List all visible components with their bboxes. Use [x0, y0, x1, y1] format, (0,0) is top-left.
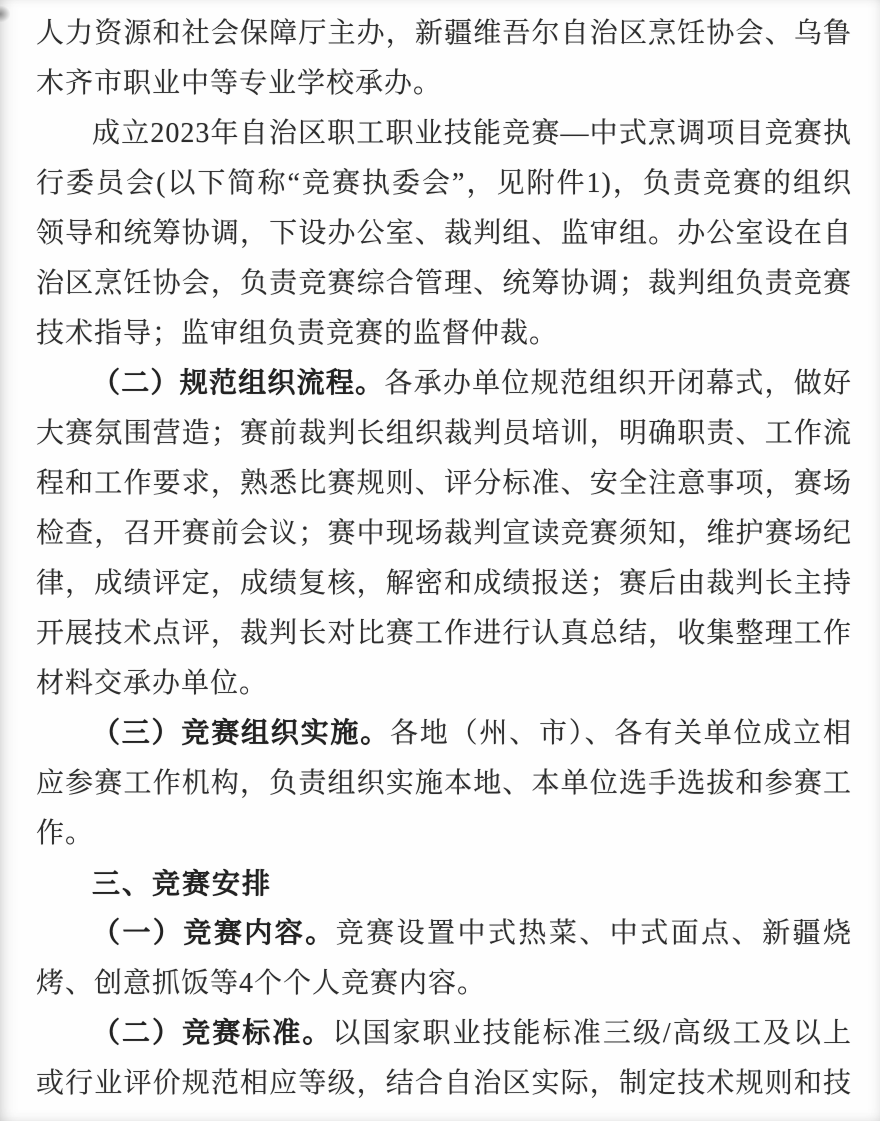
text-line: [36, 159, 852, 209]
emphasis-text: 三、竞赛安排: [92, 868, 273, 899]
body-text: 程和工作要求，熟悉比赛规则、评分标准、安全注意事项，赛场: [36, 468, 852, 499]
body-text: 或行业评价规范相应等级，结合自治区实际，制定技术规则和技: [36, 1068, 852, 1099]
text-line: [36, 359, 852, 409]
text-line: [36, 609, 852, 659]
emphasis-text: （二）竞赛标准。: [92, 1018, 333, 1049]
text-line: [36, 659, 852, 709]
text-line: [36, 909, 852, 959]
emphasis-text: （二）规范组织流程。: [92, 368, 385, 399]
text-line: [36, 9, 852, 59]
text-line: [36, 259, 852, 309]
document-body: [36, 9, 852, 1109]
body-text: 烤、创意抓饭等4个个人竞赛内容。: [36, 968, 487, 999]
body-text: 治区烹饪协会，负责竞赛综合管理、统筹协调；裁判组负责竞赛: [36, 268, 852, 299]
text-line: [36, 1009, 852, 1059]
section-heading: [36, 859, 852, 909]
body-text: 应参赛工作机构，负责组织实施本地、本单位选手选拔和参赛工: [36, 768, 852, 799]
text-line: [36, 759, 852, 809]
body-text: 开展技术点评，裁判长对比赛工作进行认真总结，收集整理工作: [36, 618, 852, 649]
body-text: 领导和统筹协调，下设办公室、裁判组、监审组。办公室设在自: [36, 218, 852, 249]
text-line: [36, 559, 852, 609]
body-text: 成立2023年自治区职工职业技能竞赛—中式烹调项目竞赛执: [92, 118, 852, 149]
body-text: 以国家职业技能标准三级/高级工及以上: [332, 1018, 852, 1049]
text-line: [36, 959, 852, 1009]
body-text: 大赛氛围营造；赛前裁判长组织裁判员培训，明确职责、工作流: [36, 418, 852, 449]
text-line: [36, 309, 852, 359]
text-line: [36, 509, 852, 559]
scan-smudge-artifact: [0, 6, 10, 22]
body-text: 作。: [36, 818, 95, 849]
text-line: [36, 1059, 852, 1109]
text-line: [36, 459, 852, 509]
emphasis-text: （一）竞赛内容。: [92, 918, 336, 949]
body-text: 技术指导；监审组负责竞赛的监督仲裁。: [36, 318, 559, 349]
body-text: 人力资源和社会保障厅主办，新疆维吾尔自治区烹饪协会、乌鲁: [36, 18, 852, 49]
text-line: [36, 59, 852, 109]
body-text: 竞赛设置中式热菜、中式面点、新疆烧: [335, 918, 852, 949]
text-line: [36, 709, 852, 759]
body-text: 行委员会(以下简称“竞赛执委会”，见附件1)，负责竞赛的组织: [36, 168, 852, 199]
text-line: [36, 809, 852, 859]
body-text: 各承办单位规范组织开闭幕式，做好: [384, 368, 852, 399]
text-line: [36, 109, 852, 159]
text-line: [36, 409, 852, 459]
text-line: [36, 209, 852, 259]
body-text: 检查，召开赛前会议；赛中现场裁判宣读竞赛须知，维护赛场纪: [36, 518, 852, 549]
body-text: 各地（州、市）、各有关单位成立相: [390, 718, 852, 749]
body-text: 材料交承办单位。: [36, 668, 269, 699]
body-text: 律，成绩评定，成绩复核，解密和成绩报送；赛后由裁判长主持: [36, 568, 852, 599]
body-text: 木齐市职业中等专业学校承办。: [36, 68, 443, 99]
emphasis-text: （三）竞赛组织实施。: [92, 718, 390, 749]
